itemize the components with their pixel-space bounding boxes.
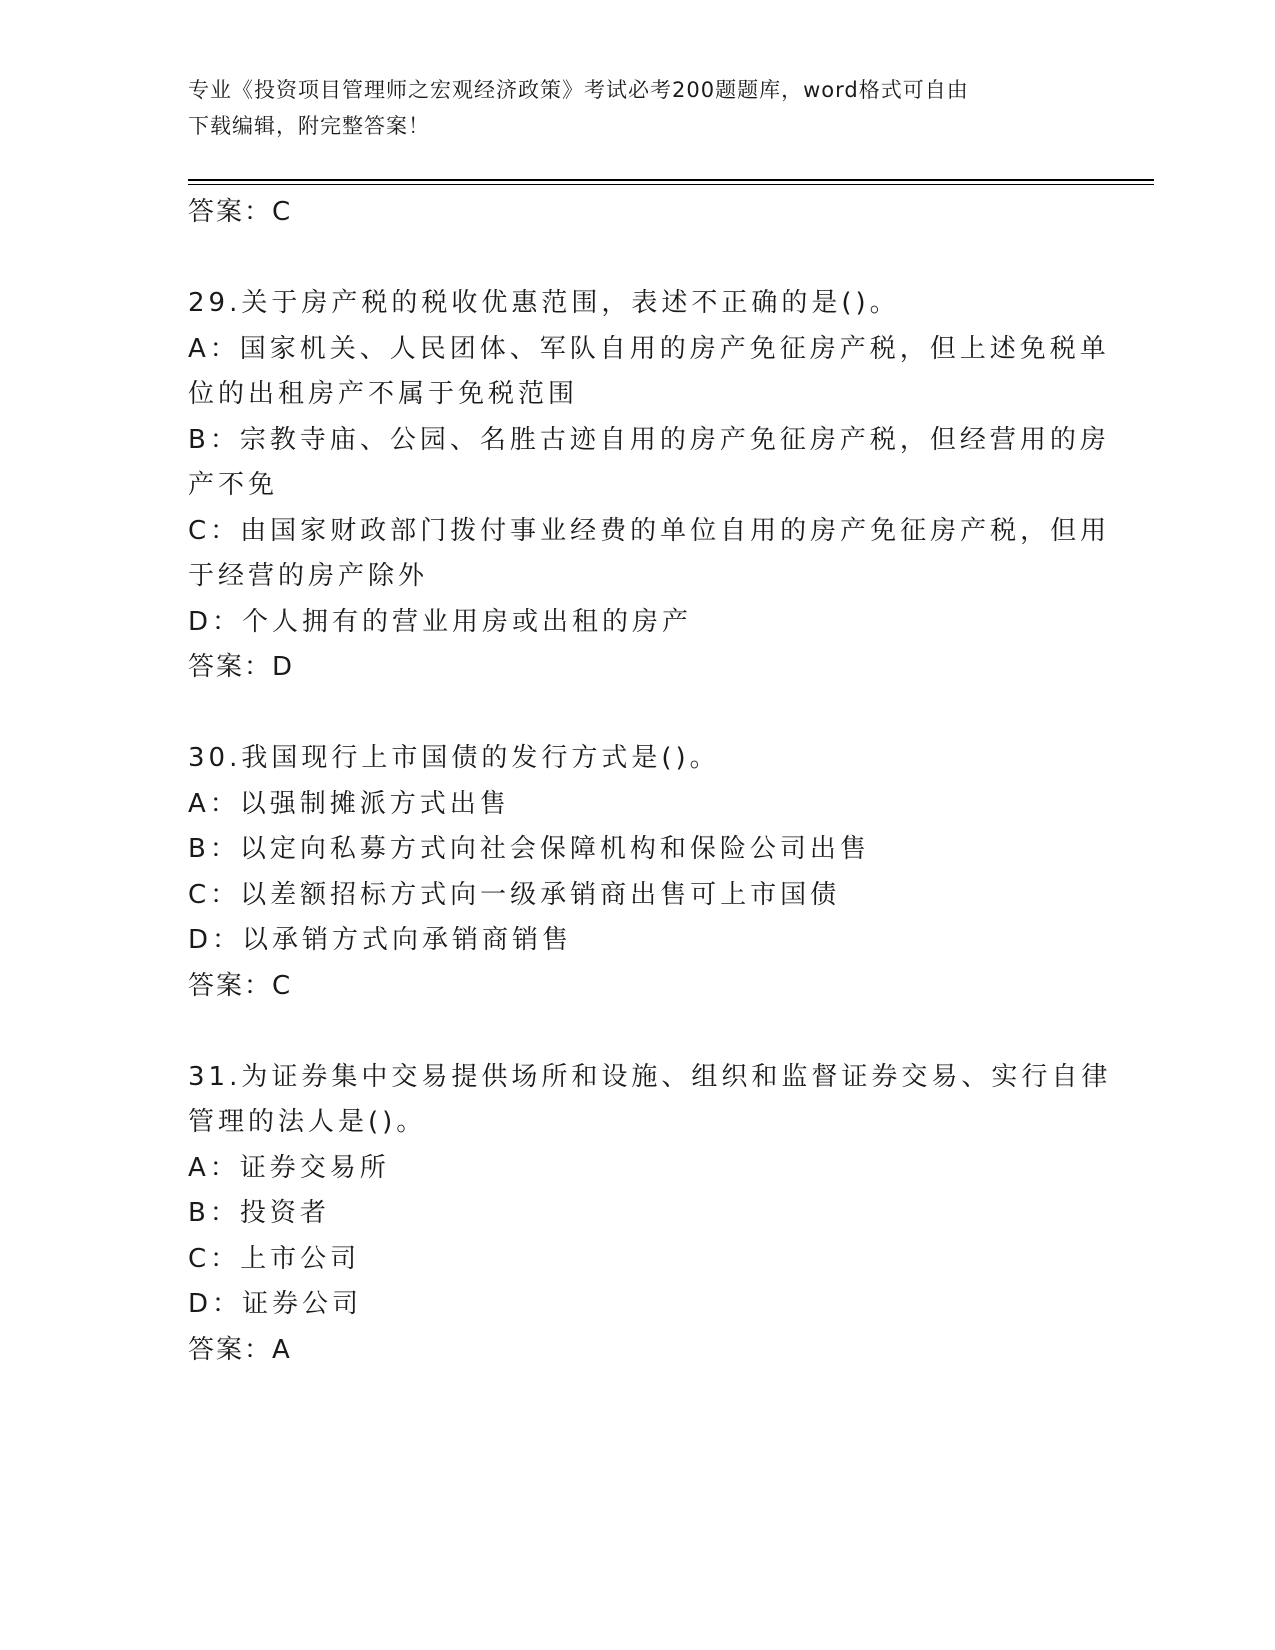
option-d: D：以承销方式向承销商销售 [188, 925, 573, 955]
question-31 [188, 1055, 1112, 1374]
option-a: A：国家机关、人民团体、军队自用的房产免征房产税，但上述免税单 [188, 333, 1110, 364]
question-stem: 31.为证券集中交易提供场所和设施、组织和监督证券交易、实行自律 [188, 1061, 1112, 1092]
option-c: C：由国家财政部门拨付事业经费的单位自用的房产免征房产税，但用 [188, 515, 1111, 546]
spacer [188, 691, 1088, 737]
option-a: A：证券交易所 [188, 1152, 390, 1183]
header-rule-thin [188, 184, 1154, 185]
option-c: C：上市公司 [188, 1243, 361, 1274]
question-30 [188, 736, 1088, 1009]
option-c: C：以差额招标方式向一级承销商出售可上市国债 [188, 879, 841, 910]
question-stem: 30.我国现行上市国债的发行方式是()。 [188, 743, 720, 773]
option-a: A：以强制摊派方式出售 [188, 788, 510, 819]
previous-answer: 答案：C [188, 197, 293, 227]
spacer [188, 236, 1088, 282]
option-b: B：投资者 [188, 1198, 330, 1228]
option-d: D：证券公司 [188, 1289, 363, 1319]
option-b: B：宗教寺庙、公园、名胜古迹自用的房产免征房产税，但经营用的房 [188, 424, 1110, 455]
option-d: D：个人拥有的营业用房或出租的房产 [188, 606, 693, 637]
option-b: B：以定向私募方式向社会保障机构和保险公司出售 [188, 834, 870, 864]
spacer [188, 1009, 1088, 1055]
answer-29: 答案：D [188, 652, 295, 682]
option-a-cont: 位的出租房产不属于免税范围 [188, 379, 579, 409]
option-b-cont: 产不免 [188, 470, 279, 500]
intro-line-1: 专业《投资项目管理师之宏观经济政策》考试必考200题题库，word格式可自由 [188, 78, 969, 102]
document-intro [188, 72, 1088, 144]
question-29 [188, 281, 1111, 691]
option-c-cont: 于经营的房产除外 [188, 561, 429, 591]
header-rule-thick [188, 179, 1154, 181]
answer-31: 答案：A [188, 1334, 292, 1365]
question-stem-cont: 管理的法人是()。 [188, 1107, 427, 1137]
question-stem: 29.关于房产税的税收优惠范围，表述不正确的是()。 [188, 288, 900, 318]
answer-30: 答案：C [188, 970, 293, 1001]
intro-line-2: 下载编辑，附完整答案！ [188, 114, 430, 138]
question-list [188, 190, 1112, 1373]
